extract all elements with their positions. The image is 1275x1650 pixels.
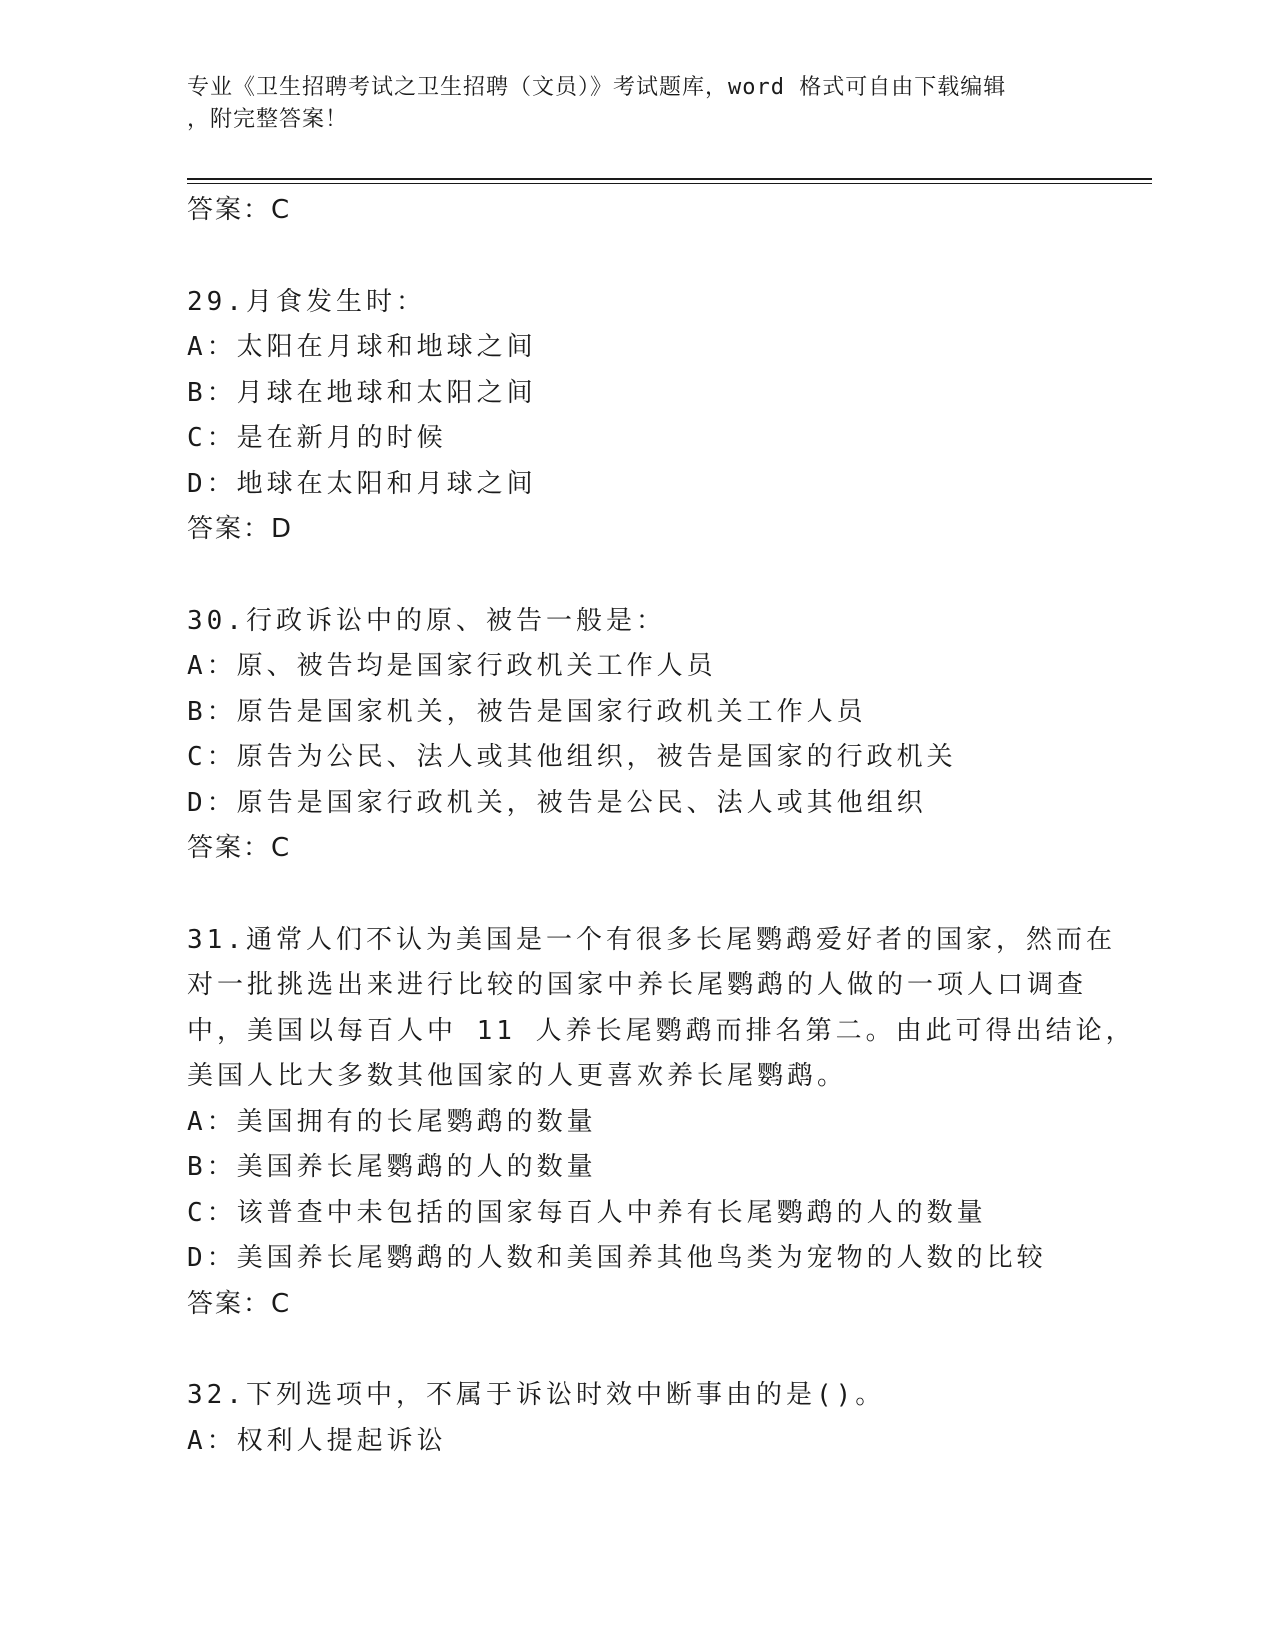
document-header [187,72,1067,136]
answer-31: 答案：C [187,1288,292,1319]
question-29 [187,280,1087,553]
question-stem-line-1: 31.通常人们不认为美国是一个有很多长尾鹦鹉爱好者的国家，然而在 [187,924,1116,955]
option-a: A：权利人提起诉讼 [187,1425,447,1456]
question-stem: 29.月食发生时： [187,286,426,317]
option-b: B：月球在地球和太阳之间 [187,377,537,408]
option-a: A：美国拥有的长尾鹦鹉的数量 [187,1106,597,1137]
answer-29: 答案：D [187,514,294,544]
option-c: C：是在新月的时候 [187,423,447,453]
answer-30: 答案：C [187,833,292,863]
option-c: C：该普查中未包括的国家每百人中养有长尾鹦鹉的人的数量 [187,1197,987,1228]
option-c: C：原告为公民、法人或其他组织，被告是国家的行政机关 [187,742,957,772]
question-30 [187,599,1087,872]
question-stem: 30.行政诉讼中的原、被告一般是： [187,605,666,636]
question-32 [187,1373,1087,1464]
question-31 [187,918,1136,1328]
option-d: D：地球在太阳和月球之间 [187,468,537,499]
question-stem-line-4: 美国人比大多数其他国家的人更喜欢养长尾鹦鹉。 [187,1061,848,1091]
spacer [187,872,1087,918]
spacer [187,1327,1087,1373]
answer-28: 答案：C [187,195,292,225]
question-stem-line-2: 对一批挑选出来进行比较的国家中养长尾鹦鹉的人做的一项人口调查 [187,970,1088,1000]
question-stem-line-3: 中，美国以每百人中 11 人养长尾鹦鹉而排名第二。由此可得出结论， [187,1015,1136,1046]
option-b: B：美国养长尾鹦鹉的人的数量 [187,1152,597,1182]
question-stem: 32.下列选项中，不属于诉讼时效中断事由的是()。 [187,1380,886,1410]
spacer [187,553,1087,599]
option-a: A：原、被告均是国家行政机关工作人员 [187,651,717,681]
option-a: A：太阳在月球和地球之间 [187,332,537,362]
spacer [187,234,1087,280]
option-d: D：美国养长尾鹦鹉的人数和美国养其他鸟类为宠物的人数的比较 [187,1243,1047,1273]
question-list [187,188,1136,1464]
header-divider-thick [187,178,1152,180]
option-b: B：原告是国家机关，被告是国家行政机关工作人员 [187,696,867,727]
option-d: D：原告是国家行政机关，被告是公民、法人或其他组织 [187,787,927,818]
header-line-2: ，附完整答案！ [187,107,349,132]
header-divider-thin [187,183,1152,184]
header-line-1: 专业《卫生招聘考试之卫生招聘（文员）》考试题库，word 格式可自由下载编辑 [187,75,1007,100]
